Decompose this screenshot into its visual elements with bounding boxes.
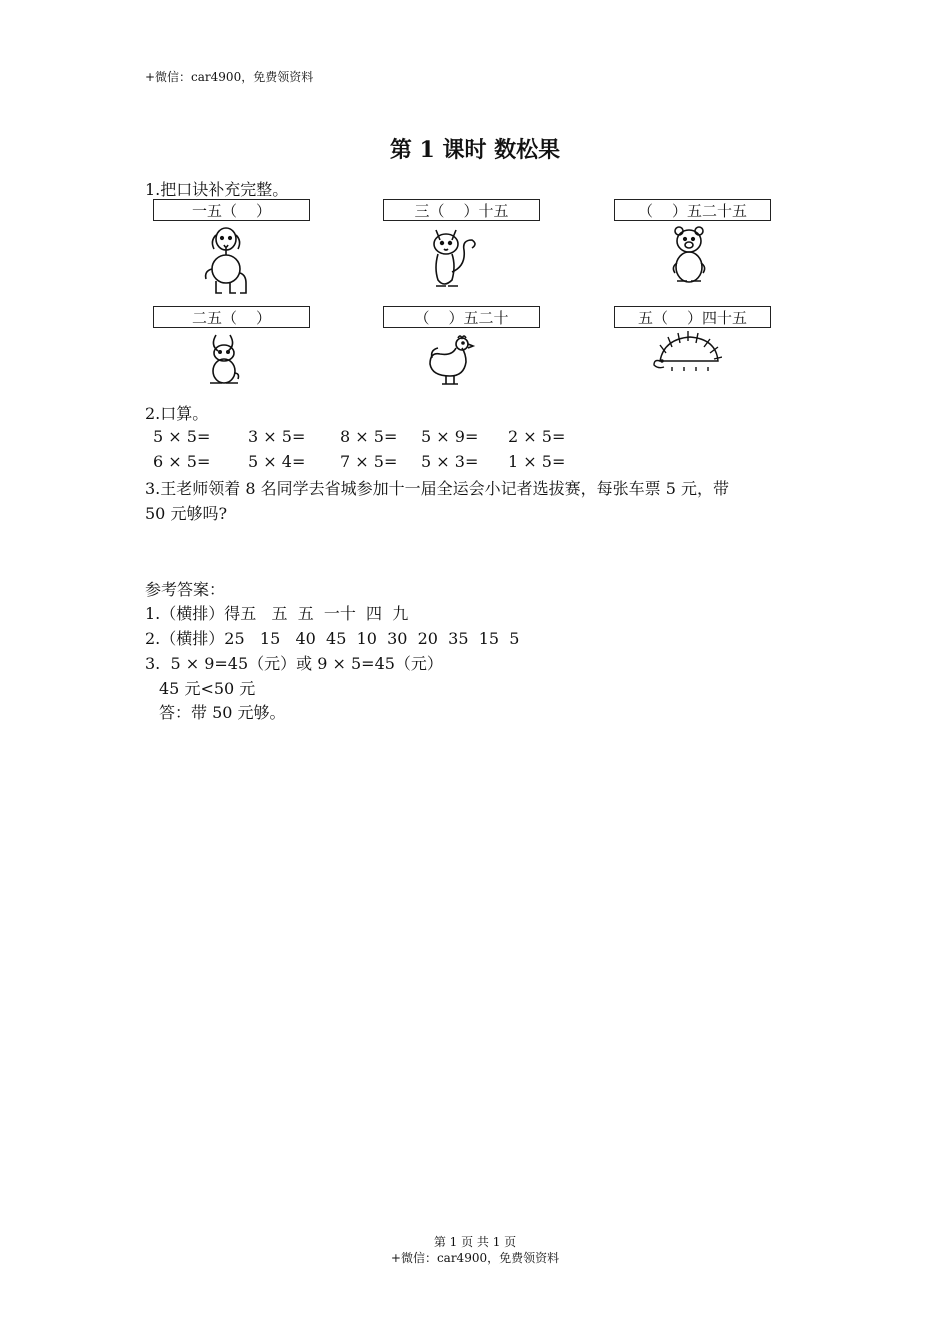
question-2-prompt: 2.口算。 [145, 404, 209, 423]
calc-row-2 [0, 452, 950, 474]
calc-item: 6 × 5= [153, 452, 211, 471]
chicken-icon [428, 334, 476, 386]
answer-3: 3. 5 × 9=45（元）或 9 × 5=45（元） [145, 654, 443, 673]
calc-row-1 [0, 427, 950, 449]
rhyme-box-1: 一五（ ） [153, 199, 310, 221]
calc-item: 7 × 5= [340, 452, 398, 471]
answer-1: 1.（横排）得五 五 五 一十 四 九 [145, 604, 409, 623]
header-watermark: +微信：car4900，免费领资料 [145, 70, 314, 84]
answer-3-conclusion: 答：带 50 元够。 [159, 703, 286, 722]
calc-item: 1 × 5= [508, 452, 566, 471]
calc-item: 3 × 5= [248, 427, 306, 446]
rhyme-box-6: 五（ ）四十五 [614, 306, 771, 328]
footer-watermark: +微信：car4900，免费领资料 [390, 1251, 560, 1265]
dog-icon [200, 225, 252, 297]
question-1-prompt: 1.把口诀补充完整。 [145, 180, 289, 199]
rhyme-box-2: 三（ ）十五 [383, 199, 540, 221]
calc-item: 5 × 4= [248, 452, 306, 471]
answer-2: 2.（横排）25 15 40 45 10 30 20 35 15 5 [145, 629, 520, 648]
bear-icon [667, 223, 711, 293]
calc-item: 2 × 5= [508, 427, 566, 446]
calc-item: 8 × 5= [340, 427, 398, 446]
hedgehog-icon [652, 331, 722, 373]
rhyme-box-4: 二五（ ） [153, 306, 310, 328]
rhyme-box-3: （ ）五二十五 [614, 199, 771, 221]
question-3-line-2: 50 元够吗? [145, 504, 228, 523]
question-3-line-1: 3.王老师领着 8 名同学去省城参加十一届全运会小记者选拔赛，每张车票 5 元，带 [145, 479, 729, 498]
calc-item: 5 × 9= [421, 427, 479, 446]
cat-icon [428, 222, 478, 296]
page-title: 第 1 课时 数松果 [389, 137, 561, 163]
answers-heading: 参考答案： [145, 580, 226, 599]
page-number: 第 1 页 共 1 页 [433, 1235, 517, 1249]
rabbit-icon [204, 331, 244, 389]
calc-item: 5 × 5= [153, 427, 211, 446]
calc-item: 5 × 3= [421, 452, 479, 471]
answer-3-compare: 45 元<50 元 [159, 679, 256, 698]
rhyme-box-5: （ ）五二十 [383, 306, 540, 328]
